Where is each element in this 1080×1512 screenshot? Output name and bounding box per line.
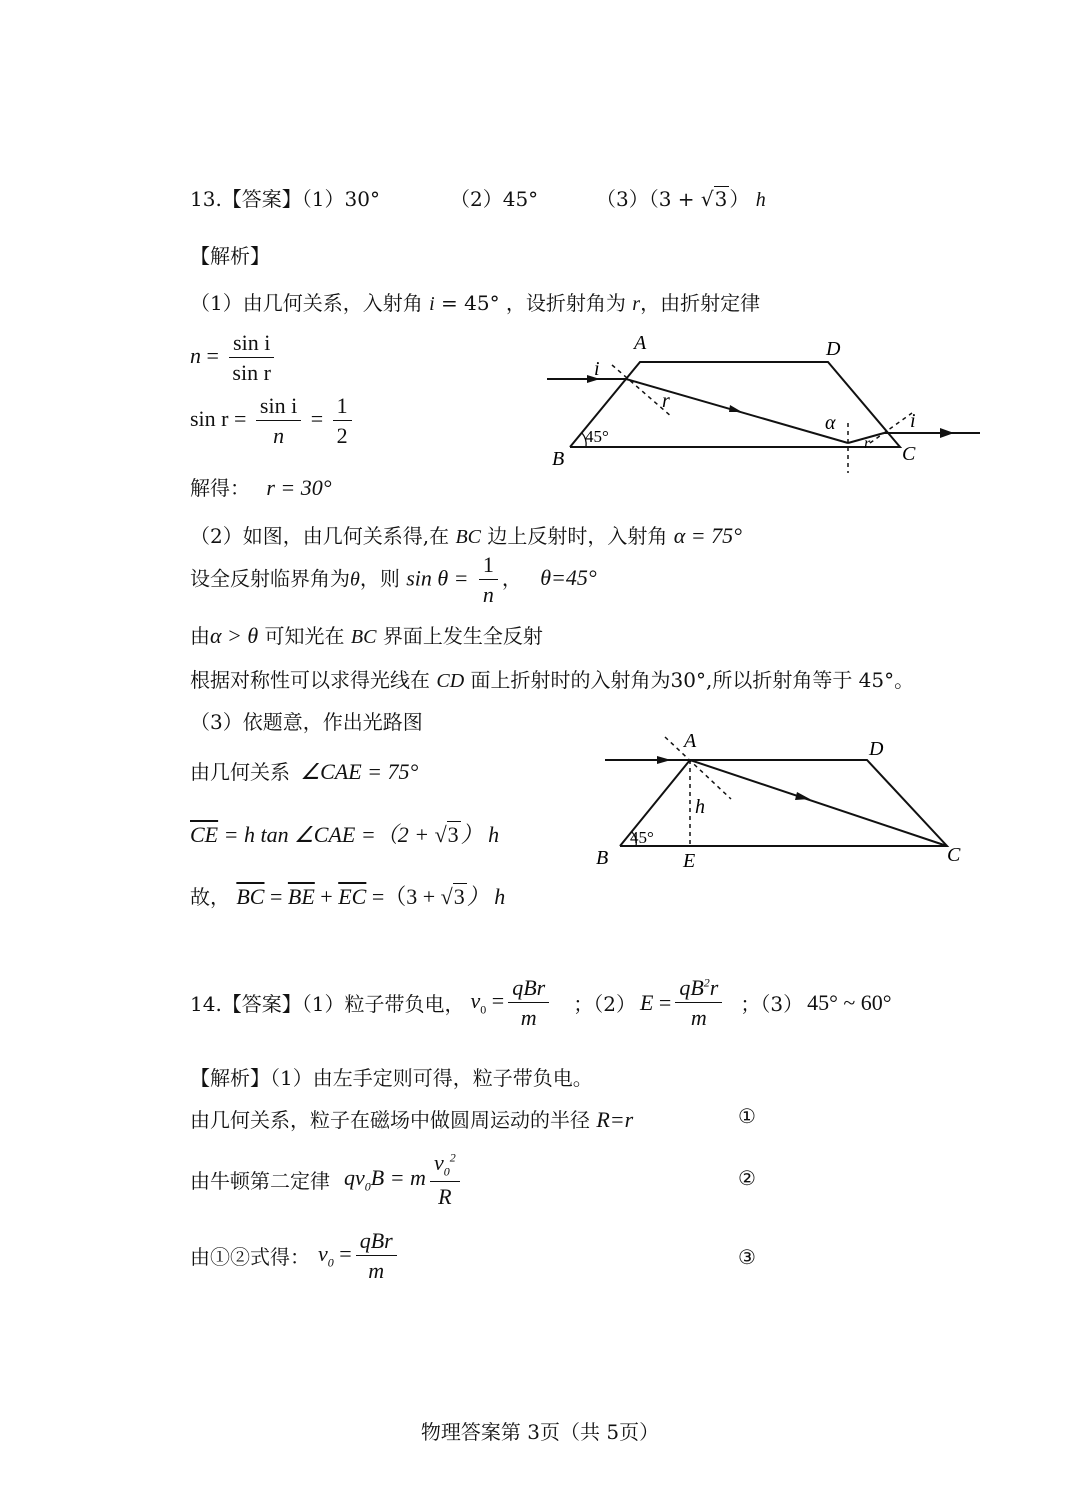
fig1-label-C: C <box>902 443 916 465</box>
sin-r-equation: sin r = $\frac{\text{sin i}}{n}$ = $\frac{1}{2}$ <box>190 393 356 449</box>
fig1-label-A: A <box>634 332 647 354</box>
bc-equation: 故， $\overline{BC} = \overline{BE} + \overline{EC} =(3 + √3)$ h <box>190 884 506 909</box>
angle-cae-line: 由几何关系 ∠CAE = 75° <box>190 759 419 784</box>
q14-answer-1-fraction: $\frac{\text{qBr}}{m}$ <box>508 975 549 1031</box>
fig2-label-A: A <box>684 730 697 752</box>
q13-answer-2: （2）45° <box>450 187 539 211</box>
equation-mark-3: ③ <box>738 1245 756 1269</box>
fig2-label-D: D <box>869 738 884 760</box>
total-reflection-line: 由α > θ 可知光在 BC 界面上发生全反射 <box>190 623 543 648</box>
fig1-trapezoid <box>570 362 900 447</box>
q14-jiexi-line: 【解析】（1）由左手定则可得，粒子带负电。 <box>190 1066 593 1090</box>
q13-part2-text: （2）如图，由几何关系得,在 BC 边上反射时，入射角 α = 75° <box>190 523 742 548</box>
q13-jiexi: 【解析】 <box>190 244 270 268</box>
q13-answer-line <box>190 183 380 212</box>
fig2-angle-45: 45° <box>630 828 654 847</box>
q14-answer-2-fraction: $\frac{qB^2r}{m}$ <box>675 975 722 1031</box>
q13-part1-text: （1）由几何关系，入射角 i = 45° ，设折射角为 r，由折射定律 <box>190 291 761 315</box>
snell-fraction: $\frac{\text{sin i}}{\text{sin r}}$ <box>228 330 275 386</box>
equation-mark-1: ① <box>738 1104 756 1128</box>
fig1-label-D: D <box>826 338 841 360</box>
fig1-label-r1: r <box>662 390 670 412</box>
fig2-label-C: C <box>947 844 961 866</box>
newton-fraction: $\frac{v_0^2}{R}$ <box>430 1150 460 1209</box>
q14-result-line: 由①②式得： $v_0$ = $\frac{\text{qBr}}{m}$ <box>190 1228 401 1284</box>
figure-2-light-path <box>595 725 975 875</box>
ce-equation: $\overline{CE} = h$ tan ∠CAE =（2 + √3） h <box>190 822 500 847</box>
critical-angle-line: 设全反射临界角为θ，则 sin θ = $\frac{1}{n}$ ， θ=45° <box>190 552 597 608</box>
fig2-label-h: h <box>695 796 705 818</box>
solve-line: 解得： r = 30° <box>190 475 332 500</box>
fig2-arrow-1 <box>657 756 671 764</box>
fig1-angle-45: 45° <box>585 427 609 446</box>
q13-part3-text: （3）依题意，作出光路图 <box>190 710 423 734</box>
fig1-label-B: B <box>552 448 565 470</box>
fig2-normal <box>665 737 731 799</box>
fig2-arrow-2 <box>795 792 810 800</box>
q14-answer-line: 14.【答案】（1）粒子带负电， $v_0$ = $\frac{\text{qBr}}{m}$ ；（2） E = $\frac{qB^2r}{m}$ ；（3） 45° ~ 60° <box>190 975 892 1031</box>
equation-mark-2: ② <box>738 1166 756 1190</box>
figure-1-refraction <box>540 325 990 480</box>
q13-heading: 13.【答案】（1）30° <box>190 187 380 211</box>
fig1-arrow-2 <box>729 405 742 412</box>
fig2-label-B: B <box>596 847 609 869</box>
q14-radius-line: 由几何关系，粒子在磁场中做圆周运动的半径 R=r <box>190 1107 634 1132</box>
fig2-trapezoid <box>620 760 947 846</box>
fig2-refracted-ray <box>690 760 947 846</box>
fig1-label-r2: r <box>864 435 871 452</box>
q14-newton-line: 由牛顿第二定律 $qv_0B = m$ $\frac{v_0^2}{R}$ <box>190 1150 464 1209</box>
fig1-arrow-3 <box>940 428 954 438</box>
page-footer: 物理答案第 3页（共 5页） <box>420 1420 660 1444</box>
fig1-label-i1: i <box>594 358 600 380</box>
q13-answer-3: （3）（3 + √3 ） h <box>596 187 766 211</box>
snell-equation: n = $\frac{\text{sin i}}{\text{sin r}}$ <box>190 330 279 386</box>
fig2-label-E: E <box>683 850 696 872</box>
fig1-label-i2: i <box>910 410 916 432</box>
fig1-label-alpha: α <box>825 412 836 434</box>
symmetry-line: 根据对称性可以求得光线在 CD 面上折射时的入射角为30°,所以折射角等于 45°。 <box>190 668 915 692</box>
result-fraction: $\frac{\text{qBr}}{m}$ <box>356 1228 397 1284</box>
